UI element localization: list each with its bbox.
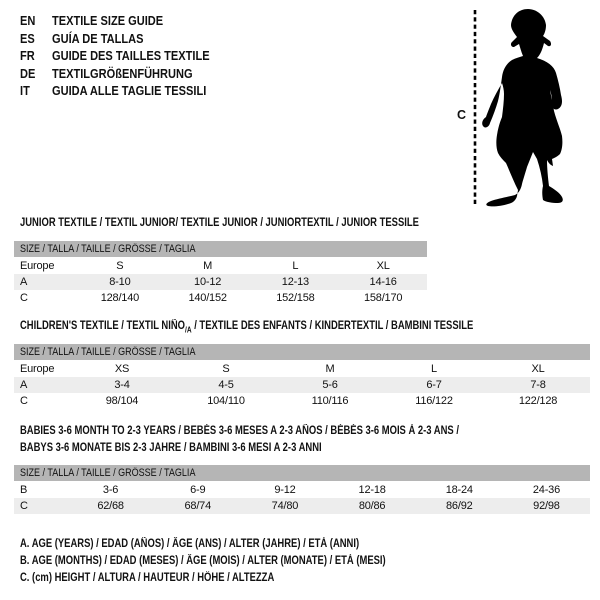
babies-table-rows [14,482,590,514]
baby-figure [450,0,600,220]
table-cell: 12-18 [358,484,386,496]
language-row-es [20,30,237,48]
table-cell: 74/80 [271,500,299,512]
junior-section-title: JUNIOR TEXTILE / TEXTIL JUNIOR/ TEXTILE JUNIOR / JUNIORTEXTIL / JUNIOR TESSILE [20,217,419,229]
table-cell: L [292,260,299,272]
table-cell: 110/116 [311,395,349,407]
language-code: DE [20,65,36,81]
junior-size-table [14,241,427,306]
footnote-a: A. AGE (YEARS) / EDAD (AÑOS) / ÂGE (ANS) / ALTER (JAHRE) / ETÀ (ANNI) [20,538,360,550]
babies-section-title-line2: BABYS 3-6 MONATE BIS 2-3 JAHRE / BAMBINI 3-6 MESI A 2-3 ANNI [20,442,322,454]
table-cell: 8-10 [109,276,131,288]
table-row [14,361,590,377]
language-row-it [20,82,237,100]
footnote-c: C. (cm) HEIGHT / ALTURA / HAUTEUR / HÖHE / ALTEZZA [20,572,275,585]
footnote-b: B. AGE (MONTHS) / EDAD (MESES) / ÂGE (MOIS) / ALTER (MONATE) / ETÀ (MESI) [20,555,386,568]
row-label: C [20,500,28,512]
table-cell: 6-9 [190,484,206,496]
figure-measure-label: C [457,108,467,122]
language-title: GUÍA DE TALLAS [52,30,144,46]
baby-silhouette-icon [450,0,600,220]
children-section-title: CHILDREN'S TEXTILE / TEXTIL $NIÑO_{/A}$ / TEXTILE DES ENFANTS / KINDERTEXTIL / BAMBINI TESSILE [20,320,474,335]
table-cell: 9-12 [274,484,296,496]
table-cell: 158/170 [363,292,403,304]
table-cell: S [116,260,124,272]
table-cell: L [431,363,437,375]
table-cell: M [203,260,213,272]
table-row [14,482,590,498]
row-label: A [20,379,28,391]
table-cell: 86/92 [446,500,473,512]
table-row [14,377,590,393]
row-label: Europe [20,260,55,272]
table-cell: 7-8 [530,379,546,391]
baby-silhouette [482,9,563,206]
table-row [14,258,427,274]
table-cell: 12-13 [281,276,309,288]
row-label: C [20,292,28,304]
size-header-bar: SIZE / TALLA / TAILLE / GRÖSSE / TAGLIA [14,241,427,257]
table-cell: S [222,363,230,375]
language-row-en [20,12,237,30]
language-title: TEXTILGRÖßENFÜHRUNG [52,65,193,81]
table-row [14,290,427,306]
table-cell: 68/74 [184,500,212,512]
size-header-bar: SIZE / TALLA / TAILLE / GRÖSSE / TAGLIA [14,344,590,360]
table-cell: 92/98 [533,500,560,512]
table-row [14,274,427,290]
table-cell: 3-6 [102,484,119,496]
language-title: TEXTILE SIZE GUIDE [52,13,164,28]
table-row [14,498,590,514]
table-cell: 5-6 [322,379,338,391]
language-title: GUIDE DES TAILLES TEXTILE [52,48,210,63]
table-cell: 6-7 [426,379,442,391]
language-code: EN [20,13,36,28]
table-cell: XL [376,260,390,272]
table-cell: 80/86 [358,500,386,512]
row-label: C [20,395,28,407]
language-title: GUIDA ALLE TAGLIE TESSILI [52,83,207,98]
footnotes-block [20,536,466,588]
language-row-fr [20,47,237,65]
table-row [14,393,590,409]
children-table-rows [14,361,590,409]
language-row-de [20,65,237,83]
babies-size-table [14,465,590,514]
table-cell: 116/122 [415,395,453,407]
junior-table-rows [14,258,427,306]
row-label: B [20,484,28,496]
row-label: Europe [20,363,55,375]
language-code: ES [20,30,35,46]
size-header-bar: SIZE / TALLA / TAILLE / GRÖSSE / TAGLIA [14,465,590,481]
row-label: A [20,276,28,288]
table-cell: 98/104 [105,395,139,407]
table-cell: 128/140 [100,292,140,304]
table-cell: 104/110 [207,395,245,407]
table-cell: XS [114,363,130,375]
table-cell: 62/68 [97,500,124,512]
babies-section-title-line1: BABIES 3-6 MONTH TO 2-3 YEARS / BEBÉS 3-6 MESES A 2-3 AÑOS / BÉBÉS 3-6 MOIS À 2-3 ANS / [20,425,459,437]
table-cell: 14-16 [369,276,397,288]
table-cell: 24-36 [532,484,561,496]
language-code: IT [20,83,30,98]
children-size-table [14,344,590,409]
table-cell: 122/128 [518,395,558,407]
table-cell: 10-12 [194,276,222,288]
table-cell: 4-5 [218,379,234,391]
table-cell: 3-4 [114,379,130,391]
table-cell: 18-24 [445,484,473,496]
language-title-block [20,12,237,100]
table-cell: XL [531,363,545,375]
table-cell: 152/158 [276,292,315,304]
language-code: FR [20,48,35,63]
table-cell: M [325,363,335,375]
table-cell: 140/152 [188,292,227,304]
title-subscript: /A [185,325,192,335]
